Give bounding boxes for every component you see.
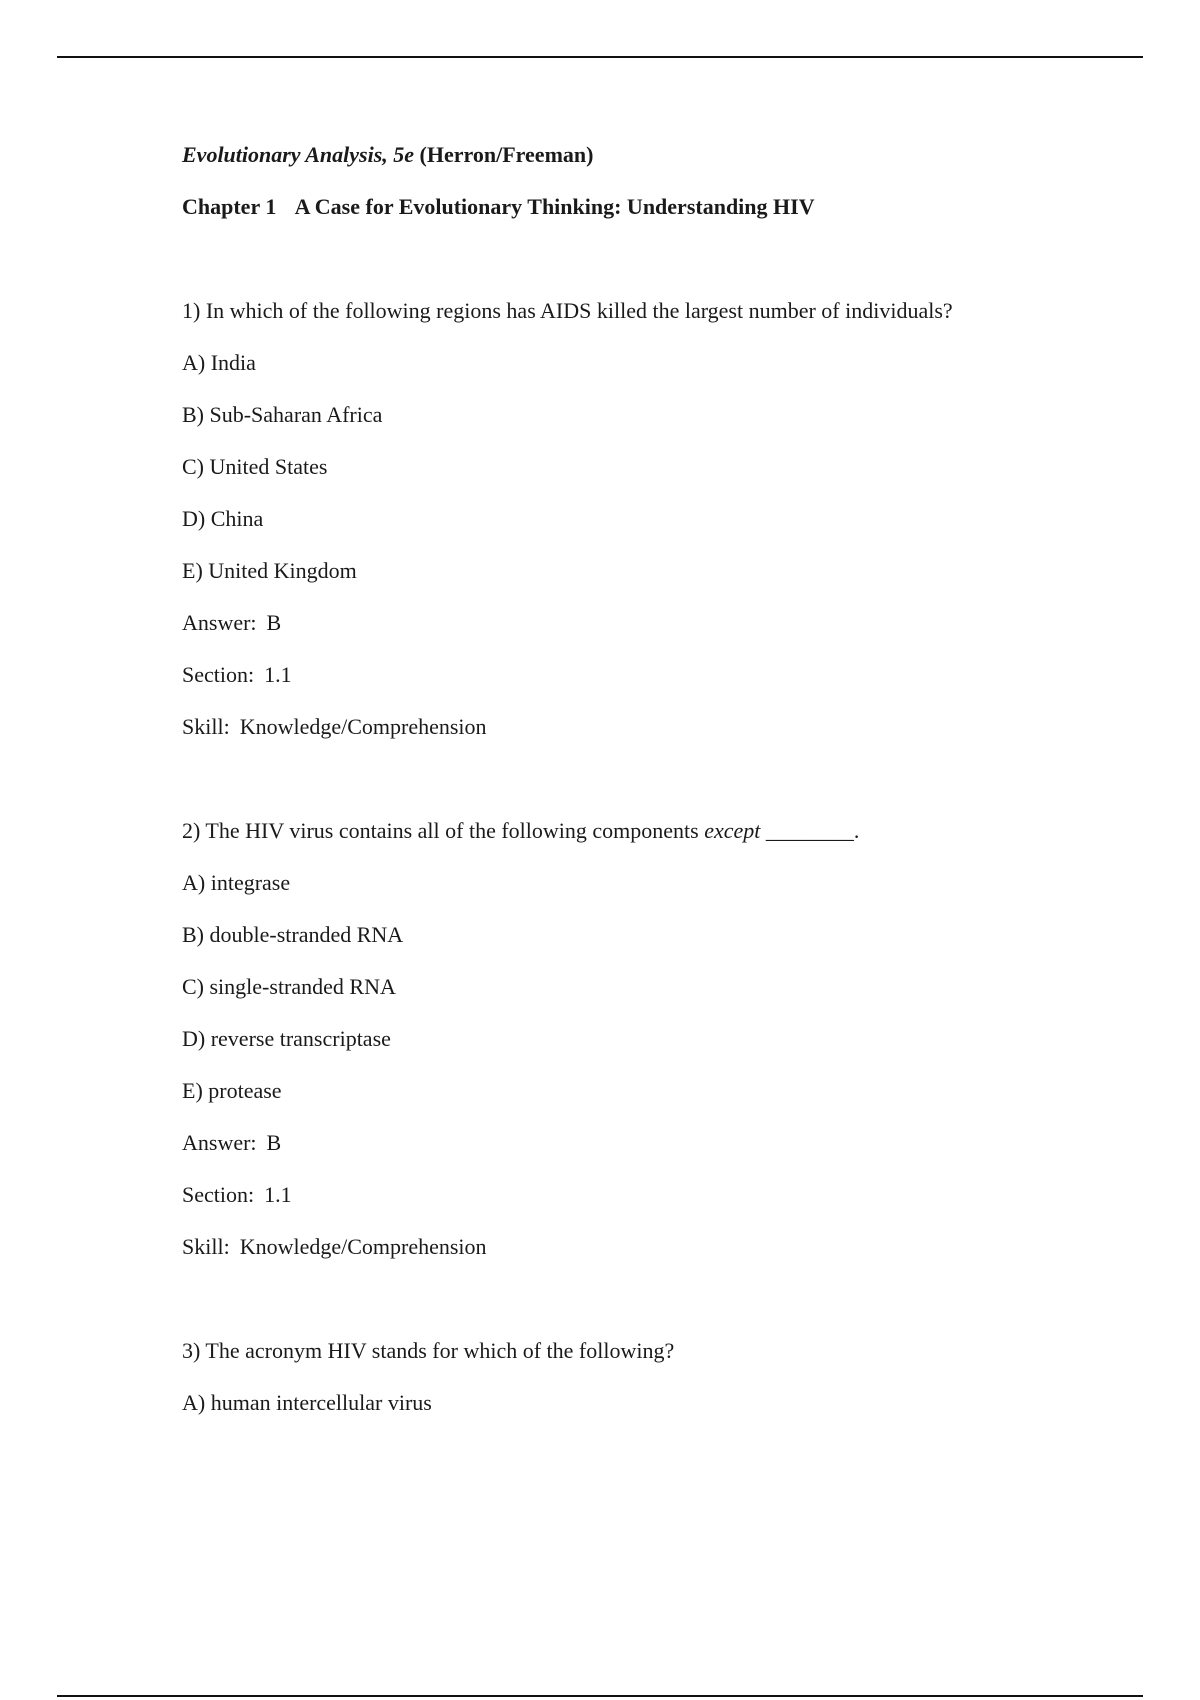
section-value: 1.1 (264, 1182, 292, 1207)
top-rule (57, 56, 1143, 58)
section-label: Section: (182, 1182, 255, 1207)
question-stem (182, 817, 1082, 845)
bottom-rule (57, 1695, 1143, 1697)
answer-option-d: D) reverse transcriptase (182, 1026, 391, 1051)
book-title-name: Evolutionary Analysis, 5e (182, 142, 415, 167)
question-2 (182, 817, 1082, 1261)
answer-option-a: A) human intercellular virus (182, 1390, 432, 1415)
answer-option-e: E) protease (182, 1078, 282, 1103)
chapter-name: A Case for Evolutionary Thinking: Understanding HIV (294, 194, 815, 219)
question-stem: 3) The acronym HIV stands for which of the following? (182, 1338, 675, 1363)
skill-value: Knowledge/Comprehension (239, 714, 487, 739)
answer-option-d: D) China (182, 506, 264, 531)
answer-line (182, 1129, 1082, 1157)
answer-option-b: B) Sub-Saharan Africa (182, 402, 383, 427)
answer-value: B (266, 610, 282, 635)
answer-line (182, 609, 1082, 637)
question-stem-blank: ________. (765, 818, 860, 843)
answer-option-b: B) double-stranded RNA (182, 922, 404, 947)
answer-option-a: A) India (182, 350, 256, 375)
question-stem: 1) In which of the following regions has AIDS killed the largest number of individuals? (182, 298, 953, 323)
book-title (182, 141, 1082, 169)
question-1 (182, 297, 1082, 741)
answer-label: Answer: (182, 1130, 257, 1155)
question-3 (182, 1337, 1082, 1417)
skill-line (182, 713, 1082, 741)
answer-label: Answer: (182, 610, 257, 635)
skill-value: Knowledge/Comprehension (239, 1234, 487, 1259)
section-line (182, 661, 1082, 689)
answer-option-c: C) United States (182, 454, 328, 479)
skill-label: Skill: (182, 714, 230, 739)
chapter-number: Chapter 1 (182, 194, 277, 219)
book-title-authors: (Herron/Freeman) (419, 142, 594, 167)
section-value: 1.1 (264, 662, 292, 687)
section-label: Section: (182, 662, 255, 687)
skill-line (182, 1233, 1082, 1261)
question-stem-text: 2) The HIV virus contains all of the following components (182, 818, 699, 843)
answer-value: B (266, 1130, 282, 1155)
answer-option-e: E) United Kingdom (182, 558, 357, 583)
skill-label: Skill: (182, 1234, 230, 1259)
section-line (182, 1181, 1082, 1209)
answer-option-a: A) integrase (182, 870, 291, 895)
document-body (182, 141, 1082, 1417)
chapter-title (182, 193, 1082, 221)
question-stem-emphasis: except (704, 818, 761, 843)
answer-option-c: C) single-stranded RNA (182, 974, 396, 999)
